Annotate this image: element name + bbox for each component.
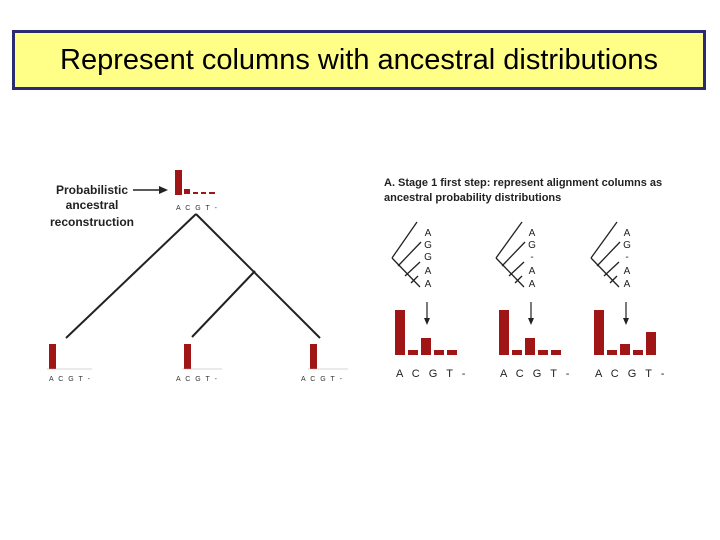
leaf-char: G xyxy=(528,240,536,251)
bar-a xyxy=(594,310,604,355)
column-alphabet-1: A C G T - xyxy=(396,368,469,380)
root-bar-t xyxy=(201,192,206,194)
root-bar-g xyxy=(193,192,198,194)
mini-tree-2 xyxy=(496,222,525,287)
label-line-3: reconstruction xyxy=(49,215,135,229)
label-line-2: ancestral xyxy=(65,198,119,212)
arrow-icon xyxy=(133,186,168,194)
bar-a xyxy=(395,310,405,355)
bar-gap xyxy=(646,332,656,355)
leaf-char: A xyxy=(623,228,631,239)
bar-gap xyxy=(551,350,561,355)
alignment-column-2 xyxy=(496,222,572,380)
bar-g xyxy=(525,338,535,355)
slide-title: Represent columns with ancestral distributions xyxy=(12,30,706,90)
leaf-alphabet-3: A C G T - xyxy=(301,376,344,383)
bar-gap xyxy=(447,350,457,355)
alignment-column-1 xyxy=(392,222,468,380)
leaf-alphabet-1: A C G T - xyxy=(49,376,92,383)
bar-t xyxy=(538,350,548,355)
bar-g xyxy=(620,344,630,355)
root-bar-gap xyxy=(209,192,215,194)
mini-tree-1 xyxy=(392,222,421,287)
leaf-char: G xyxy=(623,240,631,251)
leaf-distribution-2 xyxy=(176,344,222,383)
mini-tree-3 xyxy=(591,222,620,287)
column-alphabet-2: A C G T - xyxy=(500,368,573,380)
leaf-char: - xyxy=(530,252,534,263)
leaf-char: A xyxy=(528,266,536,277)
leaf-char: A xyxy=(424,228,432,239)
root-bar-a xyxy=(175,170,182,195)
left-tree xyxy=(47,170,348,383)
tree-branches xyxy=(66,214,320,338)
alignment-column-3 xyxy=(591,222,667,380)
leaf-char: G xyxy=(424,240,432,251)
leaf-char: A xyxy=(528,279,536,290)
leaf-alphabet-2: A C G T - xyxy=(176,376,219,383)
leaf-char: G xyxy=(424,252,432,263)
right-panel xyxy=(384,177,667,380)
leaf-char: A xyxy=(623,266,631,277)
down-arrow-icon xyxy=(424,302,430,325)
root-bar-c xyxy=(184,189,190,194)
leaf-char: A xyxy=(623,279,631,290)
bar-t xyxy=(434,350,444,355)
down-arrow-icon xyxy=(528,302,534,325)
label-line-1: Probabilistic xyxy=(55,183,129,197)
leaf-char: A xyxy=(424,266,432,277)
root-distribution xyxy=(175,170,218,212)
bar-c xyxy=(408,350,418,355)
leaf-char: A xyxy=(424,279,432,290)
down-arrow-icon xyxy=(623,302,629,325)
panel-heading-line-1: A. Stage 1 first step: represent alignment columns as xyxy=(384,177,663,189)
root-alphabet: A C G T - xyxy=(176,205,219,212)
bar-c xyxy=(512,350,522,355)
bar-a xyxy=(499,310,509,355)
leaf-char: A xyxy=(528,228,536,239)
leaf-char: - xyxy=(625,252,629,263)
bar-c xyxy=(607,350,617,355)
leaf-distribution-1 xyxy=(47,344,92,383)
column-alphabet-3: A C G T - xyxy=(595,368,668,380)
leaf-distribution-3 xyxy=(301,344,348,383)
panel-heading-line-2: ancestral probability distributions xyxy=(384,192,562,204)
bar-t xyxy=(633,350,643,355)
bar-g xyxy=(421,338,431,355)
